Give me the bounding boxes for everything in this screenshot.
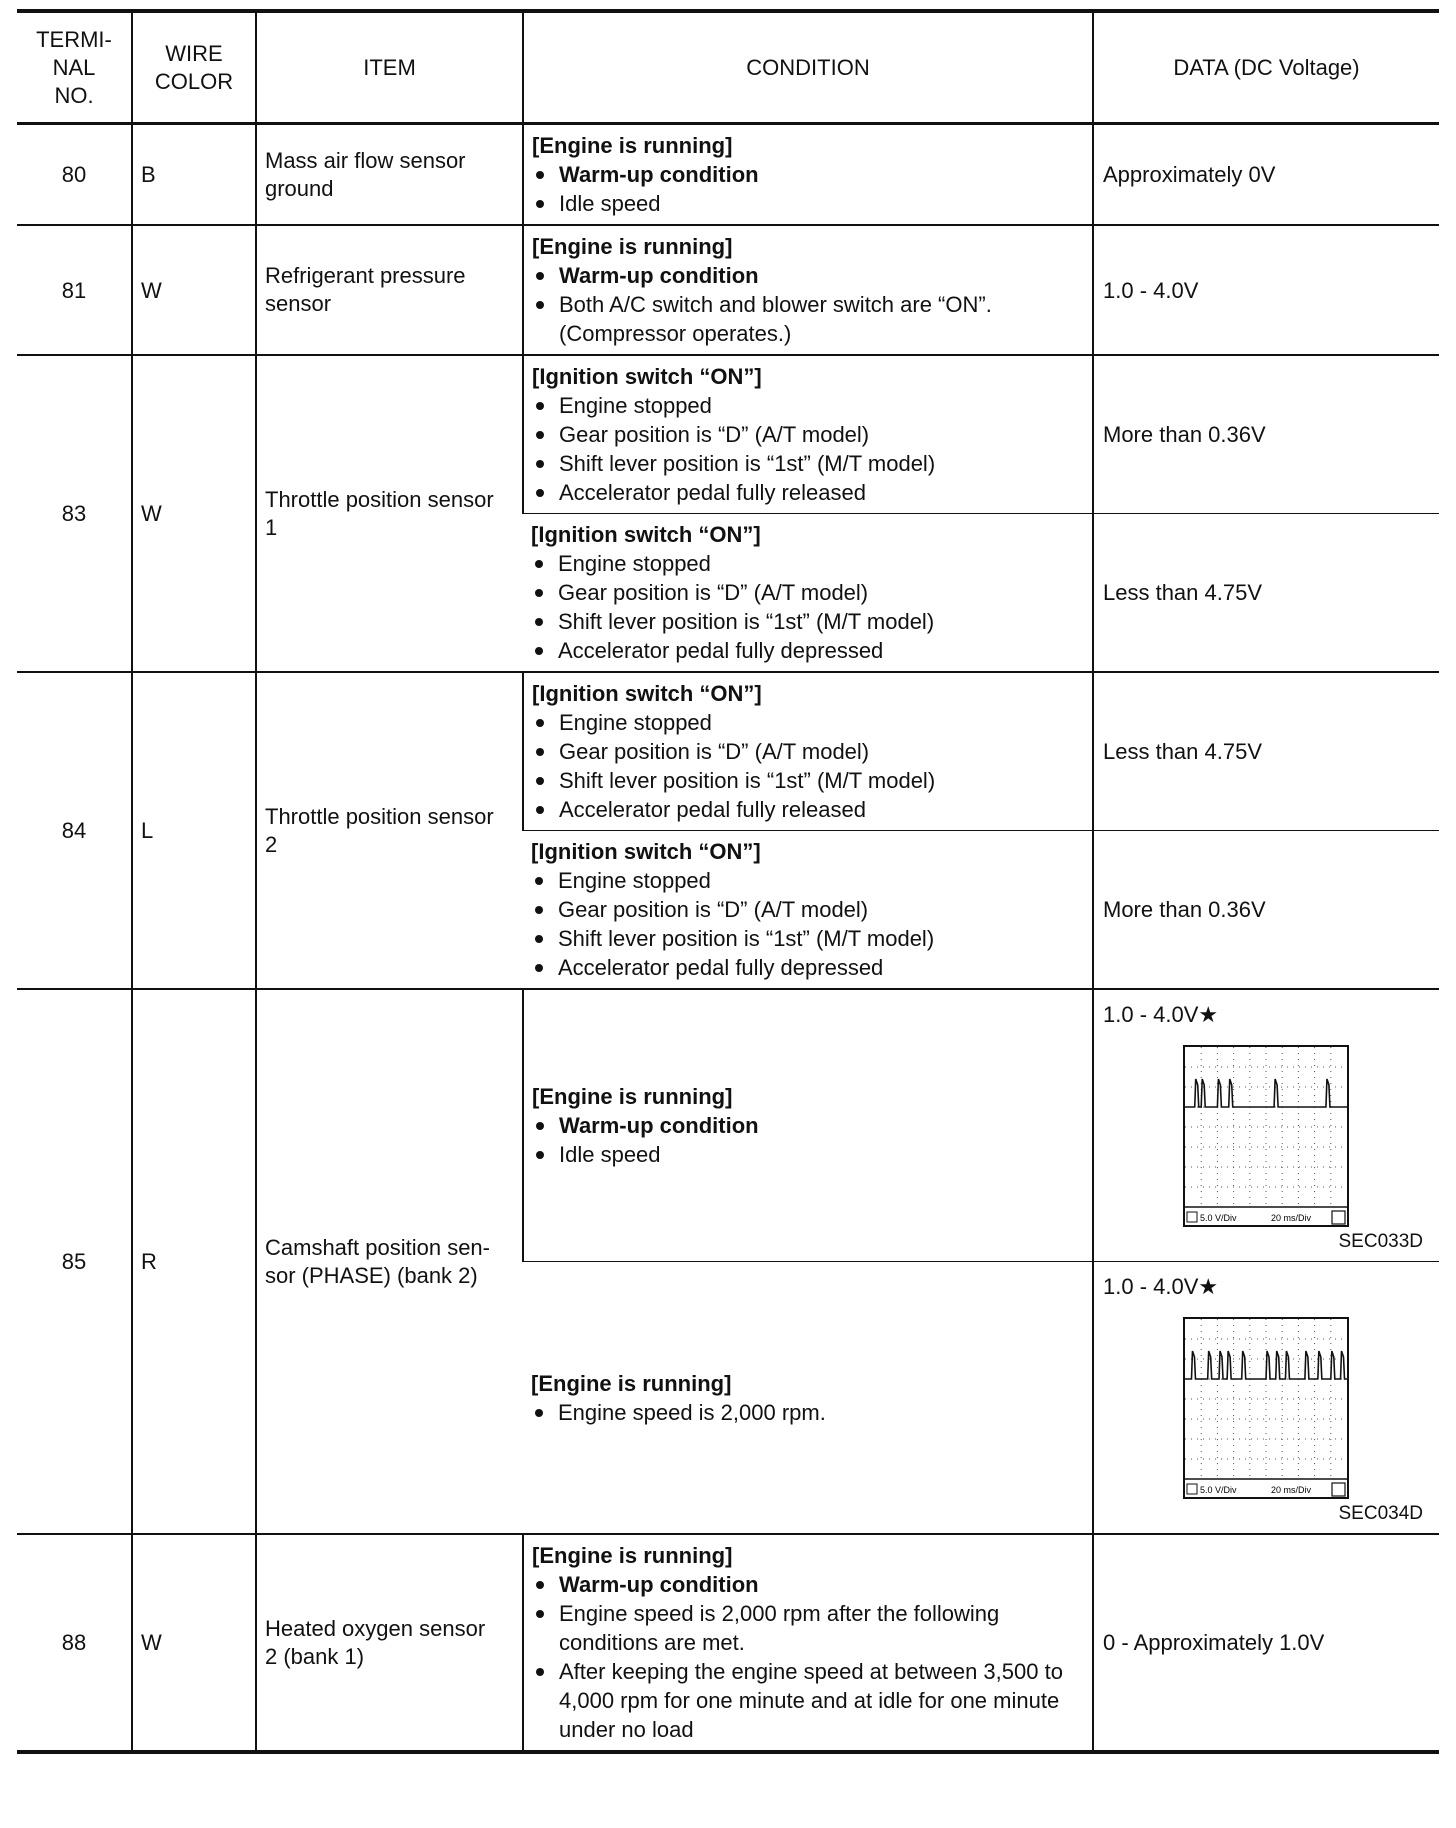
condition-item: Shift lever position is “1st” (M/T model) <box>531 607 1086 636</box>
condition-item: Accelerator pedal fully released <box>532 795 1086 824</box>
terminal-number: 83 <box>61 501 87 526</box>
condition-heading: [Engine is running] <box>531 1370 732 1396</box>
terminal-number: 85 <box>61 1249 87 1274</box>
terminal-table <box>17 9 1439 1754</box>
condition-cell <box>523 1262 1093 1535</box>
wire-color: W <box>132 1534 256 1752</box>
scope-frame <box>1184 1318 1348 1498</box>
data-cell <box>1093 989 1439 1262</box>
terminal-data-sheet <box>17 9 1439 1754</box>
condition-list <box>531 1398 1086 1427</box>
data-value: 0 - Approximately 1.0V <box>1093 1534 1439 1752</box>
condition-heading: [Ignition switch “ON”] <box>531 839 761 864</box>
condition-list <box>532 1111 1086 1169</box>
terminal-number: 88 <box>61 1630 87 1655</box>
data-value: 1.0 - 4.0V★ <box>1103 1002 1219 1027</box>
condition-heading: [Ignition switch “ON”] <box>532 364 762 389</box>
data-value: 1.0 - 4.0V★ <box>1103 1274 1219 1299</box>
header-wire-color: WIRE COLOR <box>132 11 256 124</box>
terminal-group <box>17 989 1439 1534</box>
condition-heading: [Engine is running] <box>532 1543 733 1568</box>
condition-list <box>532 1570 1086 1744</box>
header-row <box>17 11 1439 124</box>
header-data: DATA (DC Voltage) <box>1093 11 1439 124</box>
item-name: Throttle position sensor 2 <box>256 672 523 989</box>
data-value: More than 0.36V <box>1093 831 1439 990</box>
table-row <box>17 355 1439 514</box>
condition-item: Accelerator pedal fully depressed <box>531 636 1086 665</box>
condition-cell <box>523 831 1093 990</box>
data-value: Less than 4.75V <box>1093 672 1439 831</box>
probe-icon <box>1187 1484 1197 1494</box>
condition-item: Engine speed is 2,000 rpm after the following conditions are met. <box>532 1599 1086 1657</box>
condition-heading: [Engine is running] <box>532 1084 733 1109</box>
condition-cell <box>523 672 1093 831</box>
condition-item: After keeping the engine speed at between 3,500 to 4,000 rpm for one minute and at idle for one minute under no load <box>532 1657 1086 1744</box>
data-value: More than 0.36V <box>1093 355 1439 514</box>
terminal-group <box>17 355 1439 672</box>
header-condition: CONDITION <box>523 11 1093 124</box>
data-value: Less than 4.75V <box>1093 514 1439 673</box>
condition-cell <box>523 225 1093 355</box>
terminal-group <box>17 1534 1439 1752</box>
oscilloscope-waveform <box>1183 1045 1349 1227</box>
wire-color: W <box>132 225 256 355</box>
item-name: Refrigerant pressure sensor <box>256 225 523 355</box>
trigger-icon <box>1332 1211 1345 1224</box>
data-cell <box>1093 1262 1439 1535</box>
volts-per-div: 5.0 V/Div <box>1200 1213 1237 1223</box>
wire-color: R <box>132 989 256 1534</box>
terminal-group <box>17 124 1439 226</box>
table-row <box>17 124 1439 226</box>
condition-list <box>532 160 1086 218</box>
data-value: Approximately 0V <box>1093 124 1439 226</box>
condition-heading: [Ignition switch “ON”] <box>531 522 761 547</box>
oscilloscope-waveform <box>1183 1317 1349 1499</box>
condition-item: Engine stopped <box>532 708 1086 737</box>
condition-item: Engine stopped <box>531 866 1086 895</box>
terminal-group <box>17 672 1439 989</box>
condition-item: Engine speed is 2,000 rpm. <box>531 1398 1086 1427</box>
condition-cell <box>523 989 1093 1262</box>
condition-list <box>531 866 1086 982</box>
data-value: 1.0 - 4.0V <box>1093 225 1439 355</box>
condition-heading: [Engine is running] <box>532 234 733 259</box>
condition-heading: [Ignition switch “ON”] <box>532 681 762 706</box>
wire-color: W <box>132 355 256 672</box>
item-name: Throttle position sensor 1 <box>256 355 523 672</box>
terminal-number: 84 <box>61 818 87 843</box>
item-name: Mass air flow sensor ground <box>256 124 523 226</box>
condition-heading: [Engine is running] <box>532 133 733 158</box>
table-row <box>17 225 1439 355</box>
condition-list <box>532 708 1086 824</box>
condition-item: Shift lever position is “1st” (M/T model) <box>531 924 1086 953</box>
condition-item: Accelerator pedal fully released <box>532 478 1086 507</box>
condition-cell <box>523 124 1093 226</box>
condition-item: Engine stopped <box>531 549 1086 578</box>
table-header <box>17 11 1439 124</box>
terminal-number: 80 <box>61 162 87 187</box>
condition-cell <box>523 514 1093 673</box>
figure-code: SEC034D <box>1338 1503 1423 1524</box>
condition-item: Gear position is “D” (A/T model) <box>531 578 1086 607</box>
condition-cell <box>523 1534 1093 1752</box>
condition-item: Gear position is “D” (A/T model) <box>532 420 1086 449</box>
time-per-div: 20 ms/Div <box>1271 1213 1312 1223</box>
condition-item: Accelerator pedal fully depressed <box>531 953 1086 982</box>
item-name: Camshaft position sen- sor (PHASE) (bank 2) <box>256 989 523 1534</box>
figure-code: SEC033D <box>1338 1231 1423 1252</box>
condition-item: Idle speed <box>532 189 1086 218</box>
table-row <box>17 1534 1439 1752</box>
item-name: Heated oxygen sensor 2 (bank 1) <box>256 1534 523 1752</box>
condition-item: Gear position is “D” (A/T model) <box>531 895 1086 924</box>
condition-item: Shift lever position is “1st” (M/T model) <box>532 449 1086 478</box>
condition-cell <box>523 355 1093 514</box>
condition-item: Shift lever position is “1st” (M/T model) <box>532 766 1086 795</box>
condition-list <box>532 261 1086 348</box>
condition-list <box>532 391 1086 507</box>
trigger-icon <box>1332 1483 1345 1496</box>
condition-item: Warm-up condition <box>532 1570 1086 1599</box>
volts-per-div: 5.0 V/Div <box>1200 1485 1237 1495</box>
header-terminal-no: TERMI- NAL NO. <box>36 26 112 108</box>
condition-item: Warm-up condition <box>532 160 1086 189</box>
wire-color: L <box>132 672 256 989</box>
table-row <box>17 989 1439 1262</box>
condition-item: Idle speed <box>532 1140 1086 1169</box>
condition-item: Engine stopped <box>532 391 1086 420</box>
scope-frame <box>1184 1046 1348 1226</box>
terminal-number: 81 <box>61 277 87 303</box>
header-item: ITEM <box>256 11 523 124</box>
terminal-group <box>17 225 1439 355</box>
condition-item: Warm-up condition <box>532 261 1086 290</box>
condition-item: Warm-up condition <box>532 1111 1086 1140</box>
condition-item: Both A/C switch and blower switch are “ON”. (Compressor operates.) <box>532 290 1086 348</box>
table-row <box>17 672 1439 831</box>
wire-color: B <box>132 124 256 226</box>
time-per-div: 20 ms/Div <box>1271 1485 1312 1495</box>
condition-item: Gear position is “D” (A/T model) <box>532 737 1086 766</box>
condition-list <box>531 549 1086 665</box>
probe-icon <box>1187 1212 1197 1222</box>
